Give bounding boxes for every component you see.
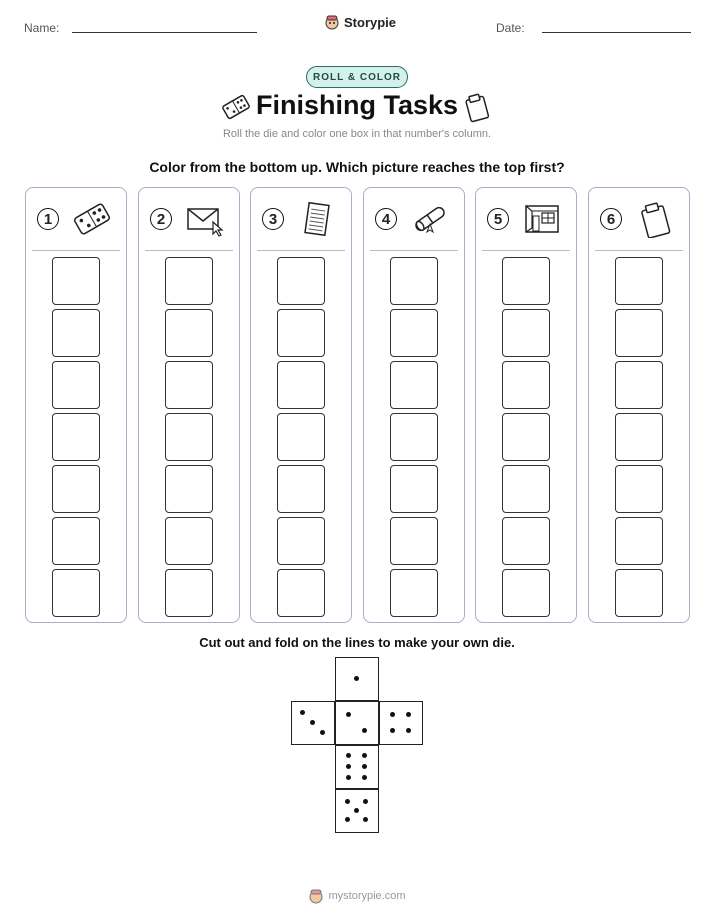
column-2 — [138, 187, 240, 623]
die-pip — [354, 676, 359, 681]
column-divider — [595, 250, 683, 251]
color-box[interactable] — [165, 569, 213, 617]
die-face-4 — [379, 701, 423, 745]
die-pip — [390, 728, 395, 733]
footer-site: mystorypie.com — [328, 890, 406, 902]
color-box[interactable] — [165, 465, 213, 513]
column-1 — [25, 187, 127, 623]
die-pip — [362, 728, 367, 733]
color-box[interactable] — [277, 413, 325, 461]
die-pip — [406, 728, 411, 733]
color-box[interactable] — [52, 465, 100, 513]
color-box[interactable] — [52, 309, 100, 357]
envelope-icon — [183, 200, 227, 238]
die-pip — [320, 730, 325, 735]
color-box[interactable] — [390, 309, 438, 357]
die-pip — [346, 775, 351, 780]
column-4 — [363, 187, 465, 623]
color-box[interactable] — [615, 257, 663, 305]
column-divider — [145, 250, 233, 251]
domino-icon — [70, 200, 114, 238]
die-face-5 — [335, 789, 379, 833]
color-box[interactable] — [502, 465, 550, 513]
die-face-1 — [335, 657, 379, 701]
column-divider — [370, 250, 458, 251]
color-box[interactable] — [615, 413, 663, 461]
page-subtitle: Roll the die and color one box in that number's column. — [222, 128, 492, 140]
die-pip — [362, 753, 367, 758]
category-badge: ROLL & COLOR — [306, 66, 408, 88]
color-box[interactable] — [615, 569, 663, 617]
column-6 — [588, 187, 690, 623]
color-box[interactable] — [277, 465, 325, 513]
diploma-scroll-icon — [408, 200, 452, 238]
color-box[interactable] — [52, 517, 100, 565]
color-box[interactable] — [502, 361, 550, 409]
die-pip — [406, 712, 411, 717]
column-number: 4 — [375, 208, 397, 230]
storypie-mascot-icon — [324, 14, 340, 30]
room-icon — [520, 200, 564, 238]
instruction-text: Color from the bottom up. Which picture reaches the top first? — [149, 159, 565, 175]
color-box[interactable] — [277, 517, 325, 565]
color-box[interactable] — [165, 361, 213, 409]
die-pip — [346, 712, 351, 717]
color-box[interactable] — [502, 257, 550, 305]
column-divider — [32, 250, 120, 251]
die-pip — [354, 808, 359, 813]
die-pip — [346, 764, 351, 769]
column-5 — [475, 187, 577, 623]
color-box[interactable] — [615, 517, 663, 565]
die-pip — [363, 817, 368, 822]
cut-instruction: Cut out and fold on the lines to make your own die. — [199, 635, 515, 650]
color-box[interactable] — [390, 569, 438, 617]
domino-icon — [220, 92, 252, 122]
page-title: Finishing Tasks — [255, 90, 459, 120]
color-box[interactable] — [615, 465, 663, 513]
color-box[interactable] — [165, 517, 213, 565]
die-pip — [300, 710, 305, 715]
die-face-6 — [335, 745, 379, 789]
color-box[interactable] — [390, 413, 438, 461]
color-box[interactable] — [277, 569, 325, 617]
die-face-3 — [291, 701, 335, 745]
die-pip — [362, 775, 367, 780]
die-pip — [310, 720, 315, 725]
clipboard-icon — [633, 200, 677, 238]
color-box[interactable] — [615, 361, 663, 409]
footer — [0, 888, 714, 904]
color-box[interactable] — [52, 413, 100, 461]
brand-name: Storypie — [344, 14, 397, 30]
date-label: Date: — [496, 21, 525, 35]
die-face-2 — [335, 701, 379, 745]
die-pip — [345, 799, 350, 804]
column-number: 1 — [37, 208, 59, 230]
color-box[interactable] — [165, 413, 213, 461]
die-pip — [346, 753, 351, 758]
color-box[interactable] — [502, 569, 550, 617]
color-box[interactable] — [502, 413, 550, 461]
column-3 — [250, 187, 352, 623]
color-box[interactable] — [390, 465, 438, 513]
column-divider — [257, 250, 345, 251]
column-number: 6 — [600, 208, 622, 230]
column-number: 3 — [262, 208, 284, 230]
brand-logo — [324, 14, 396, 30]
color-box[interactable] — [52, 257, 100, 305]
column-number: 2 — [150, 208, 172, 230]
color-box[interactable] — [277, 257, 325, 305]
name-label: Name: — [24, 21, 60, 35]
color-box[interactable] — [277, 361, 325, 409]
clipboard-icon — [462, 92, 492, 124]
color-box[interactable] — [52, 361, 100, 409]
color-box[interactable] — [165, 309, 213, 357]
die-pip — [345, 817, 350, 822]
die-pip — [363, 799, 368, 804]
color-box[interactable] — [277, 309, 325, 357]
column-divider — [482, 250, 570, 251]
color-box[interactable] — [502, 517, 550, 565]
color-box[interactable] — [390, 517, 438, 565]
color-box[interactable] — [502, 309, 550, 357]
color-box[interactable] — [615, 309, 663, 357]
date-field[interactable] — [542, 32, 691, 33]
column-number: 5 — [487, 208, 509, 230]
name-field[interactable] — [72, 32, 257, 33]
color-box[interactable] — [165, 257, 213, 305]
color-box[interactable] — [52, 569, 100, 617]
color-box[interactable] — [390, 257, 438, 305]
die-pip — [390, 712, 395, 717]
notebook-icon — [295, 200, 339, 238]
die-pip — [362, 764, 367, 769]
color-box[interactable] — [390, 361, 438, 409]
storypie-mascot-icon — [308, 888, 324, 904]
